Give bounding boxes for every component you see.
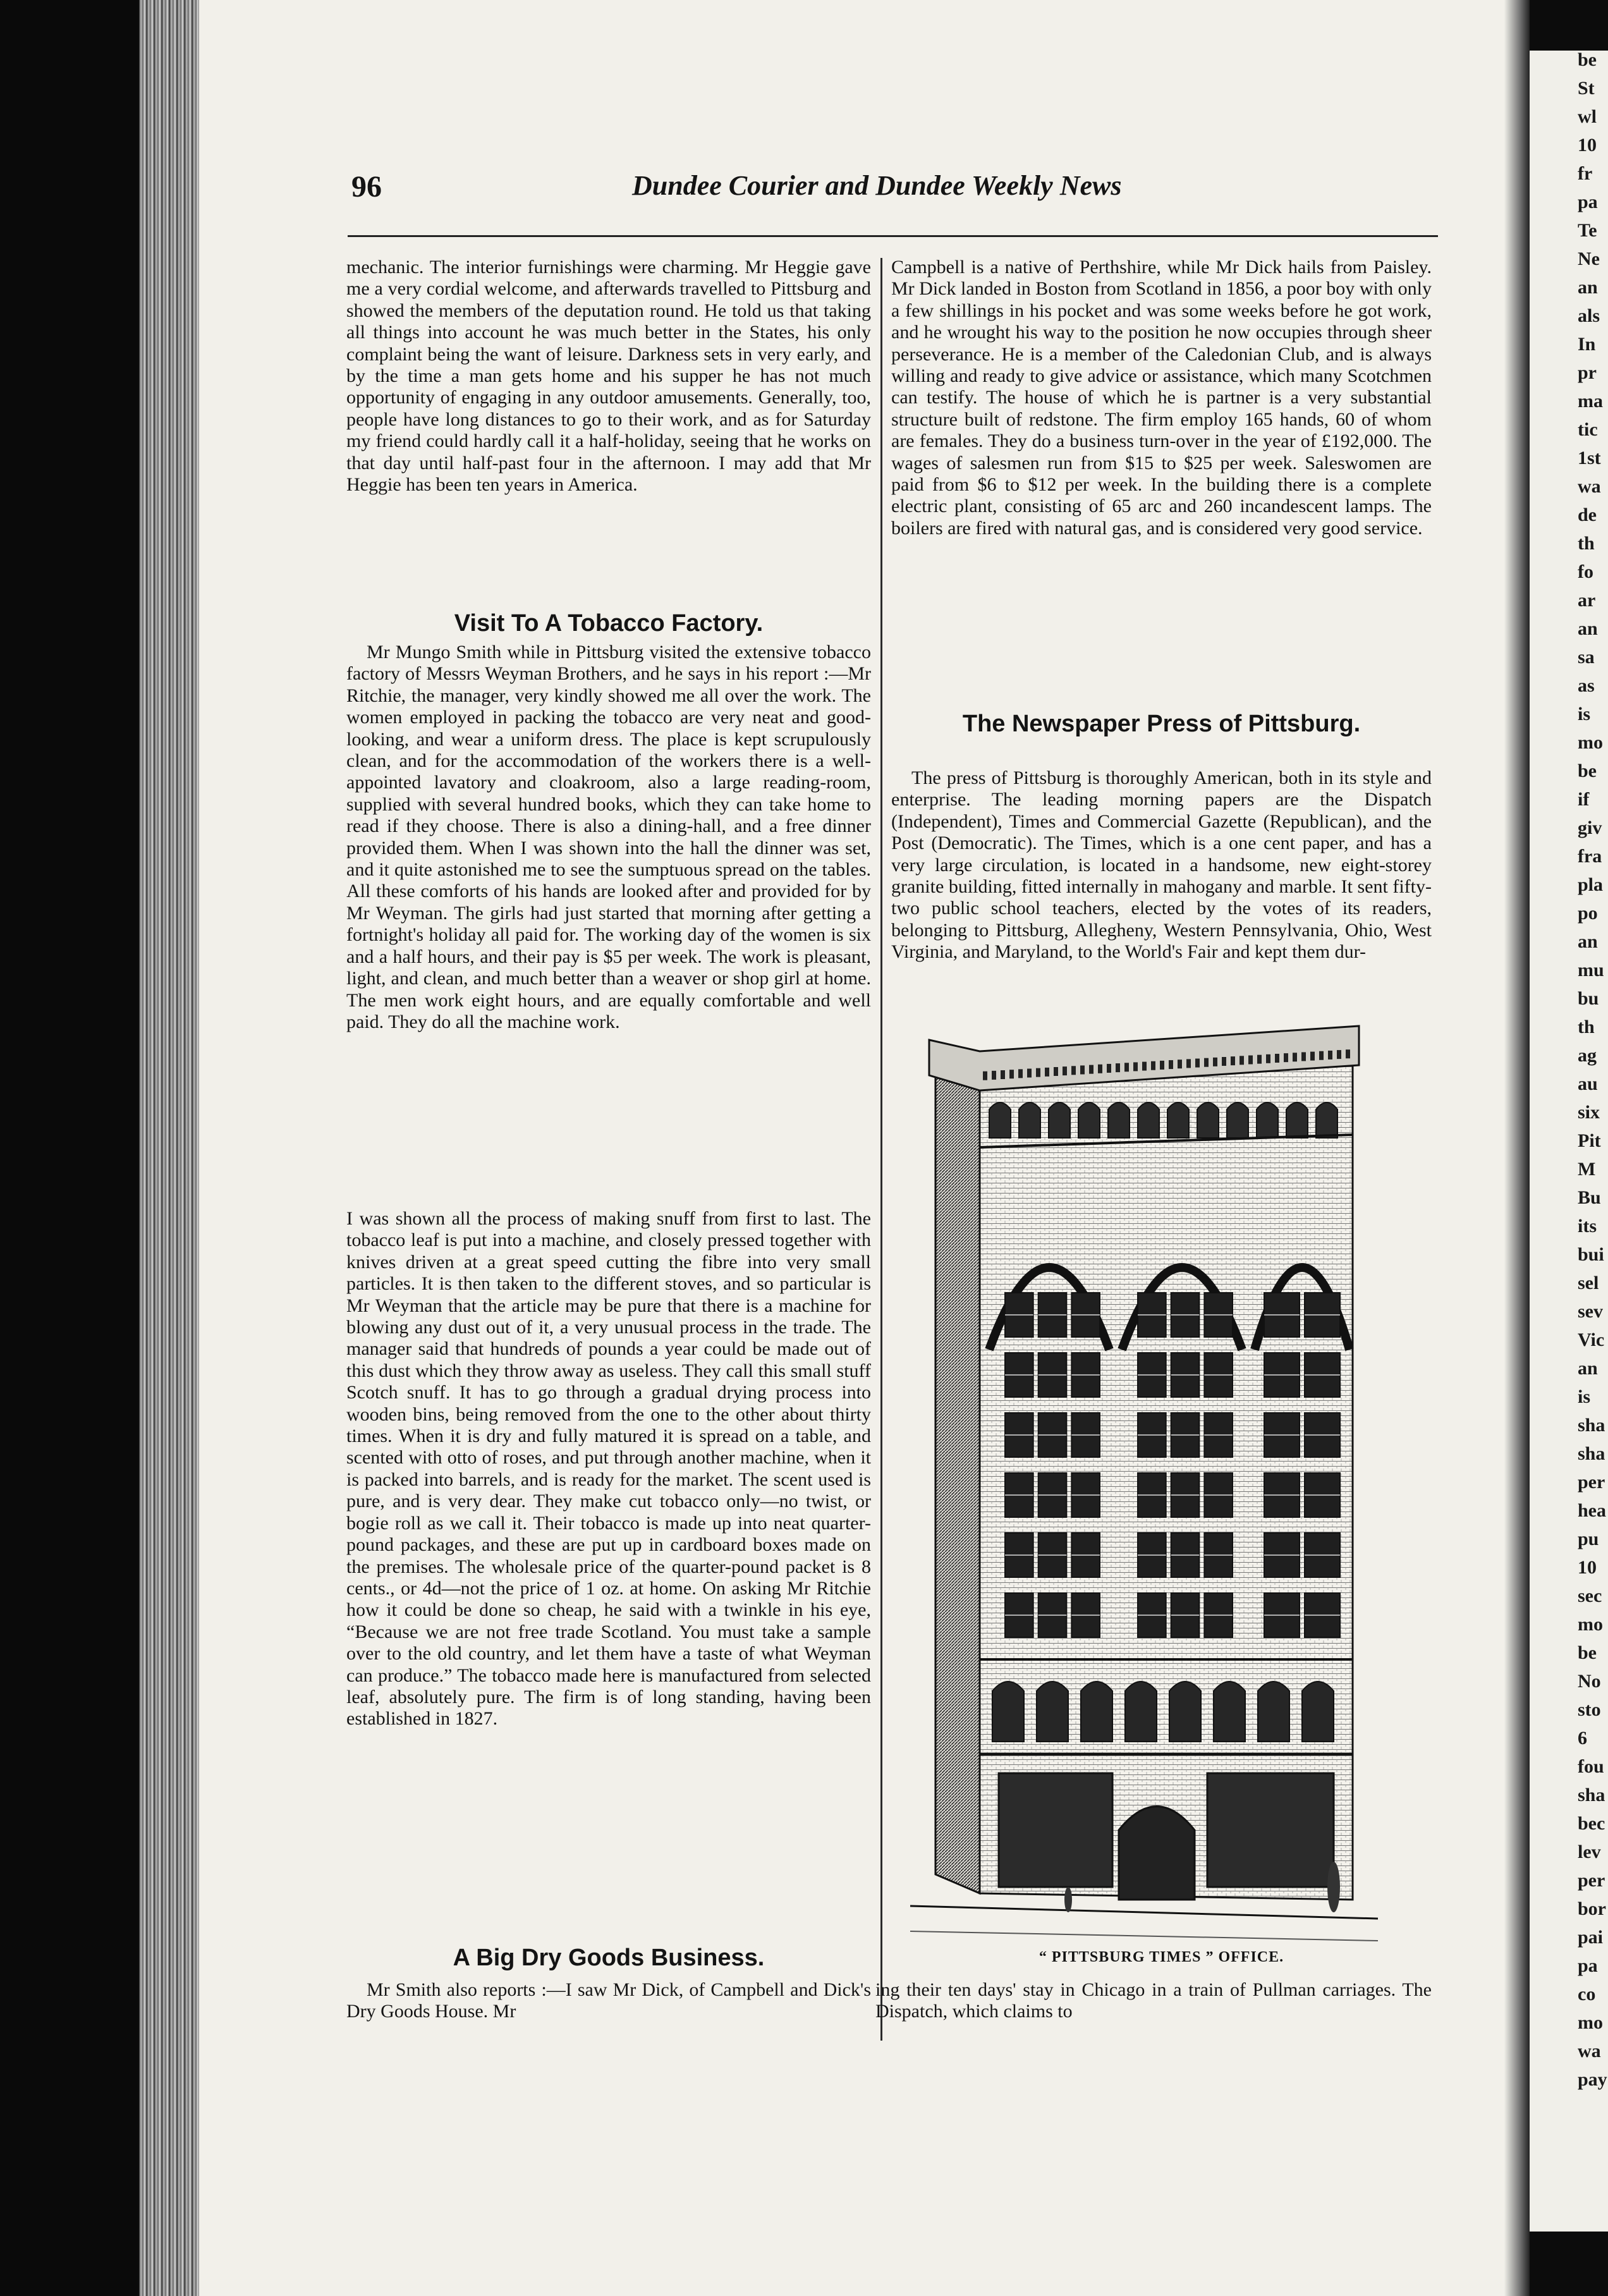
adjacent-page-text-fragment: fr: [1578, 163, 1593, 184]
adjacent-page-text-fragment: per: [1578, 1472, 1605, 1493]
dry-goods-article: [346, 1979, 871, 2023]
adjacent-page-text-fragment: pa: [1578, 1955, 1598, 1976]
adjacent-page-fragment: [1530, 51, 1608, 2232]
adjacent-page-text-fragment: mu: [1578, 960, 1604, 980]
intro-paragraph: mechanic. The interior furnishings were charming. Mr Heggie gave me a very cordial welcome, and afterwards travelled to Pittsburg and showed the members of the deputation round. He told us that taking all things into account he was much better in the States, his only complaint being the want of leisure. Darkness sets in very early, and by the time a man gets home and his supper he has not much opportunity of engaging in any outdoor amusements. Generally, too, people have long distances to go to their work, and as for Saturday my friend could hardly call it a half-holiday, seeing that he works on that day until half-past four in the afternoon. I may add that Mr Heggie has been ten years in America.: [346, 257, 871, 496]
adjacent-page-text-fragment: pai: [1578, 1927, 1604, 1948]
running-title: Dundee Courier and Dundee Weekly News: [632, 170, 1122, 201]
adjacent-page-text-fragment: its: [1578, 1216, 1597, 1237]
dry-goods-heading: A Big Dry Goods Business.: [453, 1945, 765, 1971]
adjacent-page-text-fragment: wl: [1578, 106, 1597, 127]
adjacent-page-text-fragment: is: [1578, 704, 1591, 724]
pittsburg-times-building-illustration: [910, 1021, 1378, 1944]
tobacco-article-continued: [346, 1208, 871, 1730]
tobacco-article: [346, 642, 871, 1033]
adjacent-page-text-fragment: sec: [1578, 1585, 1602, 1606]
left-column-intro: [346, 257, 871, 496]
adjacent-page-text-fragment: bor: [1578, 1898, 1606, 1919]
adjacent-page-text-fragment: be: [1578, 1642, 1597, 1663]
tobacco-factory-heading: Visit To A Tobacco Factory.: [454, 610, 764, 637]
adjacent-page-text-fragment: sha: [1578, 1785, 1605, 1805]
adjacent-page-text-fragment: Vic: [1578, 1329, 1605, 1350]
adjacent-page-text-fragment: bui: [1578, 1244, 1604, 1265]
adjacent-page-text-fragment: hea: [1578, 1500, 1606, 1521]
adjacent-page-text-fragment: ma: [1578, 391, 1603, 412]
press-continuation-paragraph: ing their ten days' stay in Chicago in a train of Pullman carriages. The Dispatch, which claims to: [875, 1979, 1432, 2022]
adjacent-page-text-fragment: co: [1578, 1984, 1596, 2005]
adjacent-page-text-fragment: th: [1578, 533, 1595, 554]
adjacent-page-text-fragment: M: [1578, 1159, 1596, 1180]
adjacent-page-text-fragment: an: [1578, 277, 1598, 298]
adjacent-page-text-fragment: de: [1578, 504, 1597, 525]
adjacent-page-text-fragment: 10: [1578, 1557, 1597, 1578]
adjacent-page-text-fragment: pu: [1578, 1529, 1599, 1549]
adjacent-page-text-fragment: ag: [1578, 1045, 1597, 1066]
adjacent-page-text-fragment: In: [1578, 334, 1596, 355]
adjacent-page-text-fragment: is: [1578, 1386, 1591, 1407]
adjacent-page-text-fragment: sa: [1578, 647, 1595, 668]
adjacent-page-text-fragment: giv: [1578, 817, 1602, 838]
adjacent-page-text-fragment: an: [1578, 1358, 1598, 1379]
adjacent-page-text-fragment: po: [1578, 903, 1598, 924]
adjacent-page-text-fragment: als: [1578, 305, 1600, 326]
adjacent-page-text-fragment: lev: [1578, 1841, 1601, 1862]
page-number: 96: [351, 170, 382, 204]
adjacent-page-text-fragment: No: [1578, 1671, 1601, 1692]
adjacent-page-text-fragment: pr: [1578, 362, 1597, 383]
tobacco-paragraph-1: Mr Mungo Smith while in Pittsburg visited the extensive tobacco factory of Messrs Weyman Brothers, and he says in his report :—Mr Ritchie, the manager, very kindly showed me all over the work. The women employed in packing the tobacco are very neat and good-looking, and wear a uniform dress. The place is kept scrupulously clean, and for the accommodation of the workers there is a well-appointed lavatory and cloakroom, also a large reading-room, supplied with several hundred books, which they can take home to read if they choose. There is also a dining-hall, and a free dinner provided them. When I was shown into the hall the dinner was set, and it quite astonished me to see the sumptuous spread on the tables. All these comforts of his hands are looked after and provided for by Mr Weyman. The girls had just started that morning after getting a fortnight's holiday all paid for. The working day of the women is six and a half hours, and their pay is $5 per week. The work is pleasant, light, and clean, and much better than a weaver or shop girl at home. The men work eight hours, and are equally comfortable and well paid. They do all the machine work.: [346, 642, 871, 1032]
column-divider: [880, 258, 882, 2041]
adjacent-page-text-fragment: sev: [1578, 1301, 1603, 1322]
adjacent-page-text-fragment: fra: [1578, 846, 1602, 867]
adjacent-page-text-fragment: 1st: [1578, 448, 1601, 468]
header-rule: [348, 235, 1438, 237]
adjacent-page-text-fragment: fo: [1578, 561, 1593, 582]
right-column-campbell: [891, 257, 1432, 539]
adjacent-page-text-fragment: pla: [1578, 874, 1604, 895]
adjacent-page-text-fragment: au: [1578, 1073, 1598, 1094]
adjacent-page-text-fragment: tic: [1578, 419, 1598, 440]
adjacent-page-text-fragment: sto: [1578, 1699, 1601, 1720]
adjacent-page-text-fragment: six: [1578, 1102, 1600, 1123]
adjacent-page-text-fragment: wa: [1578, 476, 1601, 497]
press-continuation: [875, 1979, 1432, 2023]
adjacent-page-text-fragment: ar: [1578, 590, 1596, 611]
adjacent-page-text-fragment: th: [1578, 1017, 1595, 1037]
scan-border-left: [0, 0, 139, 2296]
book-spine-edge: [139, 0, 199, 2296]
adjacent-page-text-fragment: per: [1578, 1870, 1605, 1891]
adjacent-page-text-fragment: Ne: [1578, 248, 1600, 269]
adjacent-page-text-fragment: wa: [1578, 2041, 1601, 2061]
adjacent-page-text-fragment: bec: [1578, 1813, 1605, 1834]
newspaper-press-article: [891, 767, 1432, 963]
adjacent-page-text-fragment: pa: [1578, 192, 1598, 212]
dry-goods-paragraph: Mr Smith also reports :—I saw Mr Dick, of Campbell and Dick's Dry Goods House. Mr: [346, 1979, 871, 2022]
adjacent-page-text-fragment: as: [1578, 675, 1595, 696]
press-paragraph: The press of Pittsburg is thoroughly American, both in its style and enterprise. The leading morning papers are the Dispatch (Independent), Times and Commercial Gazette (Republican), and the Post (Democratic). The Times, which is a one cent paper, and has a very large circulation, is located in a handsome, new eight-storey granite building, fitted internally in mahogany and marble. It sent fifty-two public school teachers, elected by the votes of its readers, belonging to Pittsburg, Allegheny, Western Pennsylvania, Ohio, West Virginia, and Maryland, to the World's Fair and kept them dur-: [891, 767, 1432, 963]
illustration-caption: “ PITTSBURG TIMES ” OFFICE.: [1038, 1949, 1284, 1965]
adjacent-page-text-fragment: fou: [1578, 1756, 1604, 1777]
adjacent-page-text-fragment: bu: [1578, 988, 1599, 1009]
adjacent-page-text-fragment: be: [1578, 51, 1597, 70]
adjacent-page-text-fragment: Te: [1578, 220, 1597, 241]
adjacent-page-text-fragment: mo: [1578, 1614, 1603, 1635]
adjacent-page-text-fragment: Bu: [1578, 1187, 1601, 1208]
adjacent-page-text-fragment: 10: [1578, 135, 1597, 156]
adjacent-page-text-fragment: an: [1578, 618, 1598, 639]
adjacent-page-text-fragment: mo: [1578, 732, 1603, 753]
adjacent-page-text-fragment: if: [1578, 789, 1590, 810]
adjacent-page-text-fragment: sel: [1578, 1273, 1599, 1293]
campbell-paragraph: Campbell is a native of Perthshire, while Mr Dick hails from Paisley. Mr Dick landed in Boston from Scotland in 1856, a poor boy with only a few shillings in his pocket and was some weeks before he got work, and he wrought his way to the position he now occupies through sheer perseverance. He is a member of the Caledonian Club, and is always willing and ready to give advice or assistance, which many Scotchmen can testify. The house of which he is partner is a very substantial structure built of redstone. The firm employ 165 hands, 60 of whom are females. They do a business turn-over in the year of £192,000. The wages of salesmen run from $15 to $25 per week. Saleswomen are paid from $6 to $12 per week. In the building there is a complete electric plant, consisting of 65 arc and 260 incandescent lamps. The boilers are fired with natural gas, and is considered very good service.: [891, 257, 1432, 539]
page-gutter-right: [1504, 0, 1530, 2296]
newspaper-press-heading: The Newspaper Press of Pittsburg.: [962, 711, 1361, 737]
tobacco-paragraph-2: I was shown all the process of making snuff from first to last. The tobacco leaf is put into a machine, and closely pressed together with knives driven at a great speed cutting the fibre into very small particles. It is then taken to the different stoves, and so particular is Mr Weyman that the article may be pure that there is a machine for blowing any dust out of it, a very unusual process in the trade. The manager said that hundreds of pounds a year could be made out of this dust which they throw away as useless. They call this small stuff Scotch snuff. It has to go through a gradual drying process into wooden bins, being removed from the one to the other about thirty times. When it is dry and fully matured it is spread on a table, and scented with otto of roses, and put through another machine, when it is packed into barrels, and is ready for the market. The scent used is pure, and is very dear. They make cut tobacco only—no twist, or bogie roll as we call it. Their tobacco is made up into neat quarter-pound packages, and these are put up in cardboard boxes made on the premises. The wholesale price of the quarter-pound packet is 8 cents., or 4d—not the price of 1 oz. at home. On asking Mr Ritchie how it could be done so cheap, he said with a twinkle in his eye, “Because we are not free trade Scotland. You must take a sample over to the old country, and let them have a taste of what Weyman can produce.” The tobacco made here is manufactured from selected leaf, absolutely pure. The firm is of long standing, having been established in 1827.: [346, 1208, 871, 1730]
adjacent-page-text-fragment: sha: [1578, 1443, 1605, 1464]
adjacent-page-text-fragment: St: [1578, 78, 1595, 99]
adjacent-page-text-fragment: an: [1578, 931, 1598, 952]
adjacent-page-text-fragment: be: [1578, 760, 1597, 781]
adjacent-page-text-fragment: sha: [1578, 1415, 1605, 1436]
adjacent-page-text-fragment: Pit: [1578, 1130, 1601, 1151]
adjacent-page-text-fragment: pay: [1578, 2069, 1607, 2090]
adjacent-page-text-fragment: 6: [1578, 1728, 1587, 1749]
adjacent-page-text-fragment: mo: [1578, 2012, 1603, 2033]
